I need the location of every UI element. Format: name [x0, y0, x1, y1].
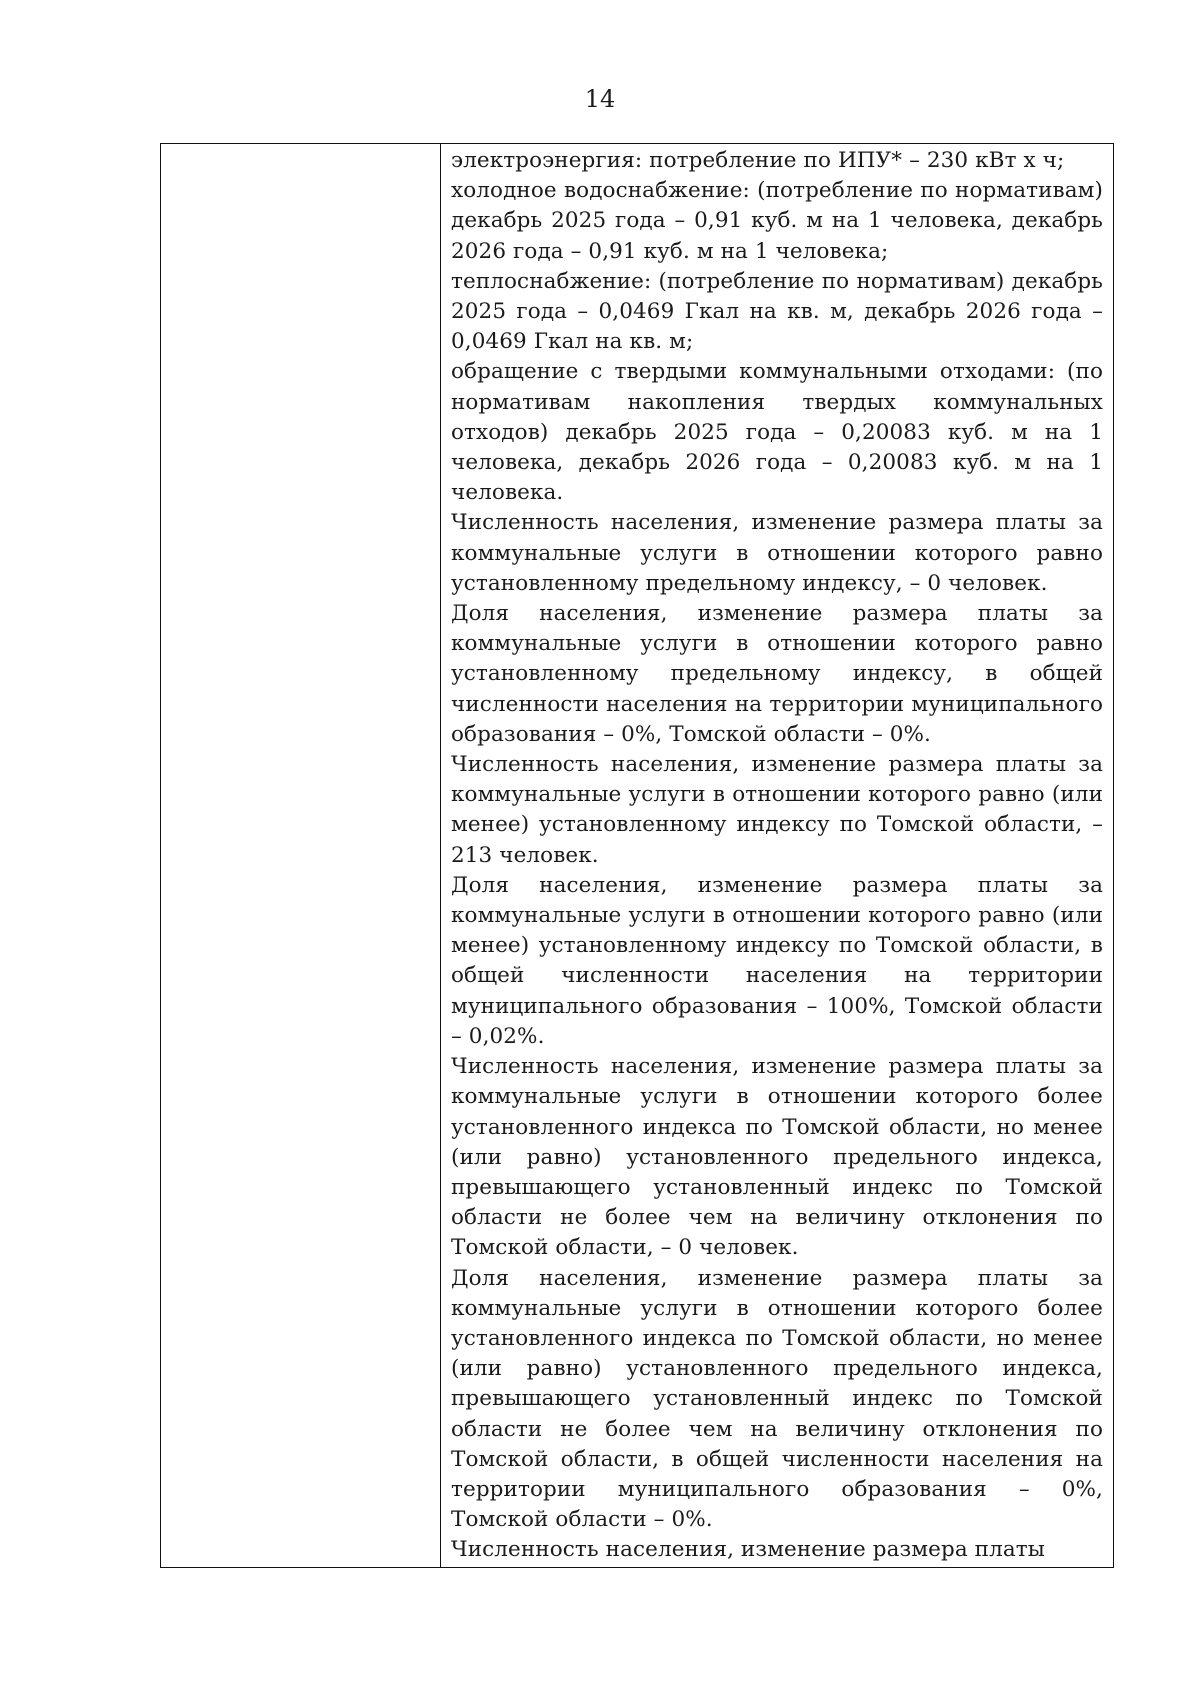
table-right-cell	[441, 144, 1113, 1567]
paragraph-population-regional-index: Численность населения, изменение размера платы за коммунальные услуги в отношении которого равно (или менее) установленному индексу по Томской области, – 213 человек.	[451, 752, 1103, 868]
paragraph-electricity: электроэнергия: потребление по ИПУ* – 230 кВт х ч;	[451, 148, 1065, 173]
paragraph-share-regional-index: Доля населения, изменение размера платы за коммунальные услуги в отношении которого равно (или менее) установленному индексу по Томской области, в общей численности населения на территории муниципального образования – 100%, Томской области – 0,02%.	[451, 872, 1103, 1049]
paragraph-share-above-index: Доля населения, изменение размера платы за коммунальные услуги в отношении которого более установленного индекса по Томской области, но менее (или равно) установленного предельного индекса, превышающего установленный индекс по Томской области не более чем на величину отклонения по Томской области, в общей численности населения на территории муниципального образования – 0%, Томской области – 0%.	[451, 1265, 1103, 1533]
paragraph-solid-waste: обращение с твердыми коммунальными отходами: (по нормативам накопления твердых коммунальных отходов) декабрь 2025 года – 0,20083 куб. м на 1 человека, декабрь 2026 года – 0,20083 куб. м на 1 человека.	[451, 359, 1103, 506]
paragraph-population-limit-index: Численность населения, изменение размера платы за коммунальные услуги в отношении которого равно установленному предельному индексу, – 0 человек.	[451, 510, 1103, 596]
paragraph-cold-water: холодное водоснабжение: (потребление по нормативам) декабрь 2025 года – 0,91 куб. м на 1 человека, декабрь 2026 года – 0,91 куб. м на 1 человека;	[451, 178, 1103, 264]
paragraph-population-above-index: Численность населения, изменение размера платы за коммунальные услуги в отношении которого более установленного индекса по Томской области, но менее (или равно) установленного предельного индекса, превышающего установленный индекс по Томской области не более чем на величину отклонения по Томской области, – 0 человек.	[451, 1054, 1103, 1261]
document-table	[160, 143, 1114, 1568]
paragraph-heating: теплоснабжение: (потребление по нормативам) декабрь 2025 года – 0,0469 Гкал на кв. м, декабрь 2026 года – 0,0469 Гкал на кв. м;	[451, 268, 1103, 355]
table-left-cell	[161, 144, 441, 1567]
page-number: 14	[584, 85, 616, 113]
paragraph-share-limit-index: Доля населения, изменение размера платы за коммунальные услуги в отношении которого равно установленному предельному индексу, в общей численности населения на территории муниципального образования – 0%, Томской области – 0%.	[451, 601, 1103, 747]
paragraph-population-continued: Численность населения, изменение размера платы	[451, 1537, 1045, 1563]
